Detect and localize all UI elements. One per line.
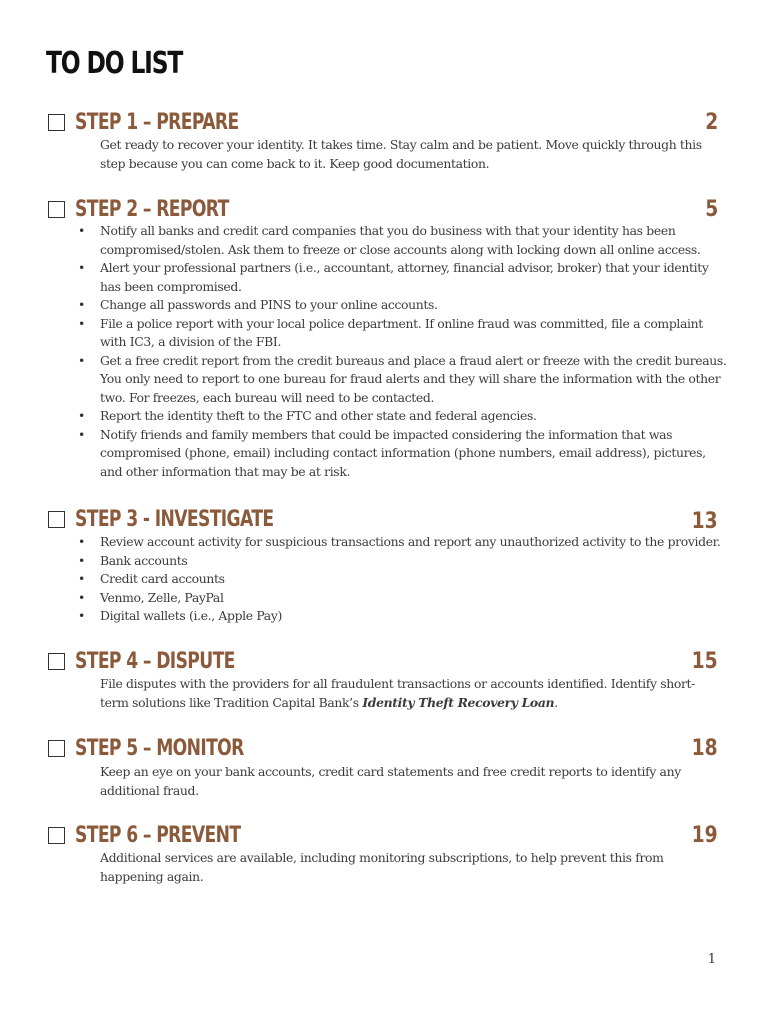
step-6-title: STEP 6 – PREVENT — [75, 823, 241, 848]
step-2-checkbox[interactable] — [48, 201, 65, 218]
list-item: • Get a free credit report from the credit bureaus and place a fraud alert or freeze with the credit bureaus. You only need to report to one bureau for fraud alerts and they will share the information with the other two. For freezes, each bureau will need to be contacted. — [100, 352, 728, 408]
step-1-title: STEP 1 – PREPARE — [75, 110, 239, 135]
step-4-checkbox[interactable] — [48, 653, 65, 670]
step-1-header — [48, 110, 718, 136]
step-5-text: Keep an eye on your bank accounts, credit card statements and free credit reports to identify any additional fraud. — [100, 764, 681, 798]
step-4-title: STEP 4 – DISPUTE — [75, 649, 235, 674]
step-1-body — [100, 136, 715, 173]
step-5-body — [100, 763, 728, 800]
page-title: TO DO LIST — [46, 46, 183, 81]
page-number: 1 — [707, 952, 716, 967]
step-3-list — [100, 533, 728, 626]
step-3-body — [100, 533, 728, 626]
list-item: • Change all passwords and PINS to your online accounts. — [100, 296, 728, 315]
step-2-page-ref: 5 — [704, 197, 718, 222]
step-5-page-ref: 18 — [691, 736, 718, 761]
list-item: • Report the identity theft to the FTC and other state and federal agencies. — [100, 407, 728, 426]
step-4-body — [100, 675, 715, 712]
step-5-title: STEP 5 – MONITOR — [75, 736, 244, 761]
list-item: • Notify all banks and credit card companies that you do business with that your identity has been compromised/stolen. Ask them to freeze or close accounts along with locking down all online access. — [100, 222, 728, 259]
list-item: • Venmo, Zelle, PayPal — [100, 589, 728, 608]
step-4-text-main: File disputes with the providers for all fraudulent transactions or accounts identified. Identify short-term solutions like Tradition Capital Bank’s — [100, 676, 696, 710]
step-2-list — [100, 222, 728, 481]
step-6-body — [100, 849, 715, 886]
list-item: • Review account activity for suspicious transactions and report any unauthorized activity to the provider. — [100, 533, 728, 552]
step-4-text — [100, 675, 715, 712]
step-1-page-ref: 2 — [704, 110, 718, 135]
list-item: • Notify friends and family members that could be impacted considering the information that was compromised (phone, email) including contact information (phone numbers, email address), pictures, and other information that may be at risk. — [100, 426, 728, 482]
step-6-checkbox[interactable] — [48, 827, 65, 844]
identity-theft-recovery-loan: Identity Theft Recovery Loan — [362, 694, 555, 710]
step-2-header — [48, 197, 718, 223]
step-4-text-end: . — [554, 694, 558, 710]
step-3-header — [48, 507, 718, 533]
step-5-checkbox[interactable] — [48, 740, 65, 757]
step-4-header — [48, 649, 718, 675]
list-item: • File a police report with your local police department. If online fraud was committed, file a complaint with IC3, a division of the FBI. — [100, 315, 728, 352]
step-3-title: STEP 3 - INVESTIGATE — [75, 507, 274, 532]
step-1-checkbox[interactable] — [48, 114, 65, 131]
list-item: • Credit card accounts — [100, 570, 728, 589]
list-item: • Bank accounts — [100, 552, 728, 571]
list-item: • Alert your professional partners (i.e., accountant, attorney, financial advisor, broker) that your identity has been compromised. — [100, 259, 728, 296]
list-item: • Digital wallets (i.e., Apple Pay) — [100, 607, 728, 626]
step-5-header — [48, 736, 718, 762]
step-2-title: STEP 2 – REPORT — [75, 197, 229, 222]
step-6-page-ref: 19 — [691, 823, 718, 848]
step-6-text: Additional services are available, including monitoring subscriptions, to help prevent this from happening again. — [100, 850, 664, 884]
step-6-header — [48, 823, 718, 849]
step-3-checkbox[interactable] — [48, 511, 65, 528]
step-1-text: Get ready to recover your identity. It takes time. Stay calm and be patient. Move quickly through this step because you can come back to it. Keep good documentation. — [100, 137, 702, 171]
step-4-page-ref: 15 — [691, 649, 718, 674]
step-3-page-ref: 13 — [691, 509, 718, 534]
step-2-body — [100, 222, 728, 481]
